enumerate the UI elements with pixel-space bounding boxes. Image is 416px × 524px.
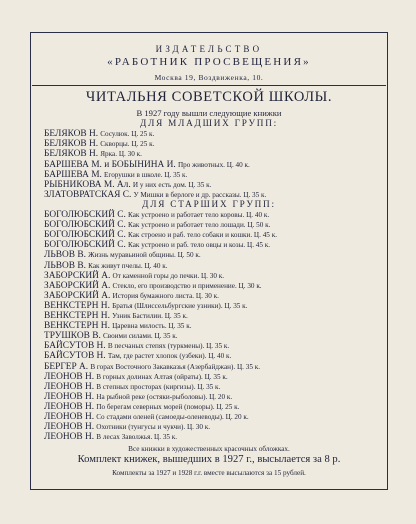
header-divider [32, 85, 386, 86]
book-title-price: Жизнь муравьиной общины. Ц. 50 к. [88, 251, 201, 260]
book-title-price: Егорушки в школе. Ц. 35 к. [104, 170, 188, 179]
book-author: ЛЬВОВ В. [44, 260, 86, 271]
book-author: ЛЕОНОВ Н. [44, 432, 95, 443]
book-author: ВЕНКСТЕРН Н. [44, 321, 110, 332]
book-author: ЗАБОРСКИЙ А. [44, 280, 111, 291]
book-title-price: Как живут пчелы. Ц. 40 к. [88, 261, 168, 270]
publisher-label: ИЗДАТЕЛЬСТВО [155, 44, 263, 54]
book-author: БОГОЛЮБСКИЙ С. [44, 210, 126, 220]
book-author: БОГОЛЮБСКИЙ С. [44, 220, 126, 231]
book-title-price: Царевна милость. Ц. 35 к. [112, 322, 192, 331]
book-title-price: На рыбной реке (остяки-рыболовы). Ц. 20 к. [96, 392, 233, 401]
book-title-price: Ярка. Ц. 30 к. [100, 150, 142, 159]
book-title-price: Охотники (тунгусы и чукчи). Ц. 30 к. [96, 423, 211, 432]
book-author: ЗЛАТОВРАТСКАЯ С. [44, 189, 132, 200]
book-author: ЛЕОНОВ Н. [44, 381, 95, 392]
series-title: ЧИТАЛЬНЯ СОВЕТСКОЙ ШКОЛЫ. [85, 89, 333, 105]
book-title-price: История бумажного листа. Ц. 30 к. [112, 291, 219, 300]
book-title-price: Как строено и раб. тело собаки и кошки. Ц. 45 к. [128, 231, 277, 240]
book-author: РЫБНИКОВА М. Ал. [44, 179, 131, 190]
book-author: БАРШЕВА М. [44, 169, 102, 180]
book-author: ЛЕОНОВ Н. [44, 422, 95, 433]
sets-both-text: Комплекты за 1927 и 1928 г.г. вместе высылаются за 15 рублей. [112, 469, 306, 478]
book-title-price: В горных долинах Алтая (ойраты). Ц. 35 к. [96, 372, 228, 381]
book-author: ЛЕОНОВ Н. [44, 401, 95, 412]
book-title-price: Как устроено и работает тело лошади. Ц. 50 к. [128, 221, 271, 230]
book-author: БЕЛЯКОВ Н. [44, 149, 99, 160]
book-author: БАЙСУТОВ Н. [44, 351, 106, 362]
book-title-price: Со стадами оленей (самоеды-оленеводы). Ц. 20 к. [96, 413, 249, 421]
book-author: БЕЛЯКОВ Н. [44, 139, 99, 150]
book-title-price: Сосулюк. Ц. 25 к. [100, 130, 155, 139]
list-item [44, 431, 388, 442]
set-1927-text: Комплект книжек, вышедших в 1927 г., высылается за 8 р. [77, 454, 341, 466]
book-author: ЛЬВОВ В. [44, 250, 86, 261]
book-title-price: И у них есть дом. Ц. 35 к. [132, 180, 212, 189]
book-title-price: Там, где растет хлопок (узбеки). Ц. 40 к. [107, 352, 232, 361]
book-title-price: У Мишки в берлоге и др. рассказы. Ц. 35 к. [133, 190, 267, 199]
book-author: ЛЕОНОВ Н. [44, 412, 95, 422]
book-title-price: В степных просторах (киргизы). Ц. 35 к. [96, 382, 221, 391]
book-title-price: Братья (Шлиссельбургские узники). Ц. 35 к. [112, 301, 248, 310]
footer-sets-both [40, 467, 378, 478]
footer-note [40, 443, 378, 454]
book-title-price: Как устроено и раб. тело овцы и козы. Ц. 45 к. [128, 241, 271, 250]
book-author: БЕРГЕР А. [44, 361, 89, 372]
book-author: ЛЕОНОВ Н. [44, 371, 95, 382]
book-author: БАЙСУТОВ Н. [44, 341, 106, 352]
book-author: БОГОЛЮБСКИЙ С. [44, 240, 126, 251]
book-author: ЗАБОРСКИЙ А. [44, 290, 111, 301]
publisher-address: Москва 19, Воздвиженка, 10. [154, 73, 264, 82]
book-author: ЛЕОНОВ Н. [44, 391, 95, 402]
book-title-price: Про животных. Ц. 40 к. [177, 160, 250, 169]
publisher-name: «РАБОТНИК ПРОСВЕЩЕНИЯ» [107, 56, 311, 68]
book-author: ВЕНКСТЕРН Н. [44, 300, 110, 311]
book-author: ТРУШКОВ В. [44, 331, 101, 342]
book-title-price: По берегам северных морей (поморы). Ц. 25 к. [96, 402, 240, 411]
group-label: ДЛЯ СТАРШИХ ГРУПП: [142, 198, 276, 209]
group-label: ДЛЯ МЛАДШИХ ГРУПП: [140, 118, 278, 129]
note-text: Все книжки в художественных красочных обложках. [128, 444, 290, 453]
book-title-price: От каменной горы до печки. Ц. 30 к. [112, 271, 225, 280]
book-title-price: Как устроено и работает тело коровы. Ц. 40 к. [128, 211, 270, 219]
footer-set-1927 [40, 454, 378, 465]
book-author: БЕЛЯКОВ Н. [44, 129, 99, 140]
book-title-price: В горах Восточного Закавказья (Азербайджан). Ц. 35 к. [90, 362, 261, 371]
book-author: ЗАБОРСКИЙ А. [44, 270, 111, 281]
book-title-price: Своими силами. Ц. 35 к. [102, 332, 178, 341]
book-author: БАРШЕВА М. и БОБЫНИНА И. [44, 159, 176, 170]
book-title-price: Узник Бастилии. Ц. 35 к. [112, 312, 188, 320]
intro-text: В 1927 году вышли следующие книжки [136, 108, 282, 118]
book-title-price: Скворцы. Ц. 25 к. [100, 140, 155, 149]
book-author: ВЕНКСТЕРН Н. [44, 311, 110, 321]
book-title-price: Стекло, его производство и применение. Ц. 30 к. [112, 281, 262, 290]
book-author: БОГОЛЮБСКИЙ С. [44, 230, 126, 241]
book-title-price: В лесах Заволжья. Ц. 35 к. [96, 433, 178, 442]
book-title-price: В песчаных степях (туркмены). Ц. 35 к. [107, 342, 230, 351]
